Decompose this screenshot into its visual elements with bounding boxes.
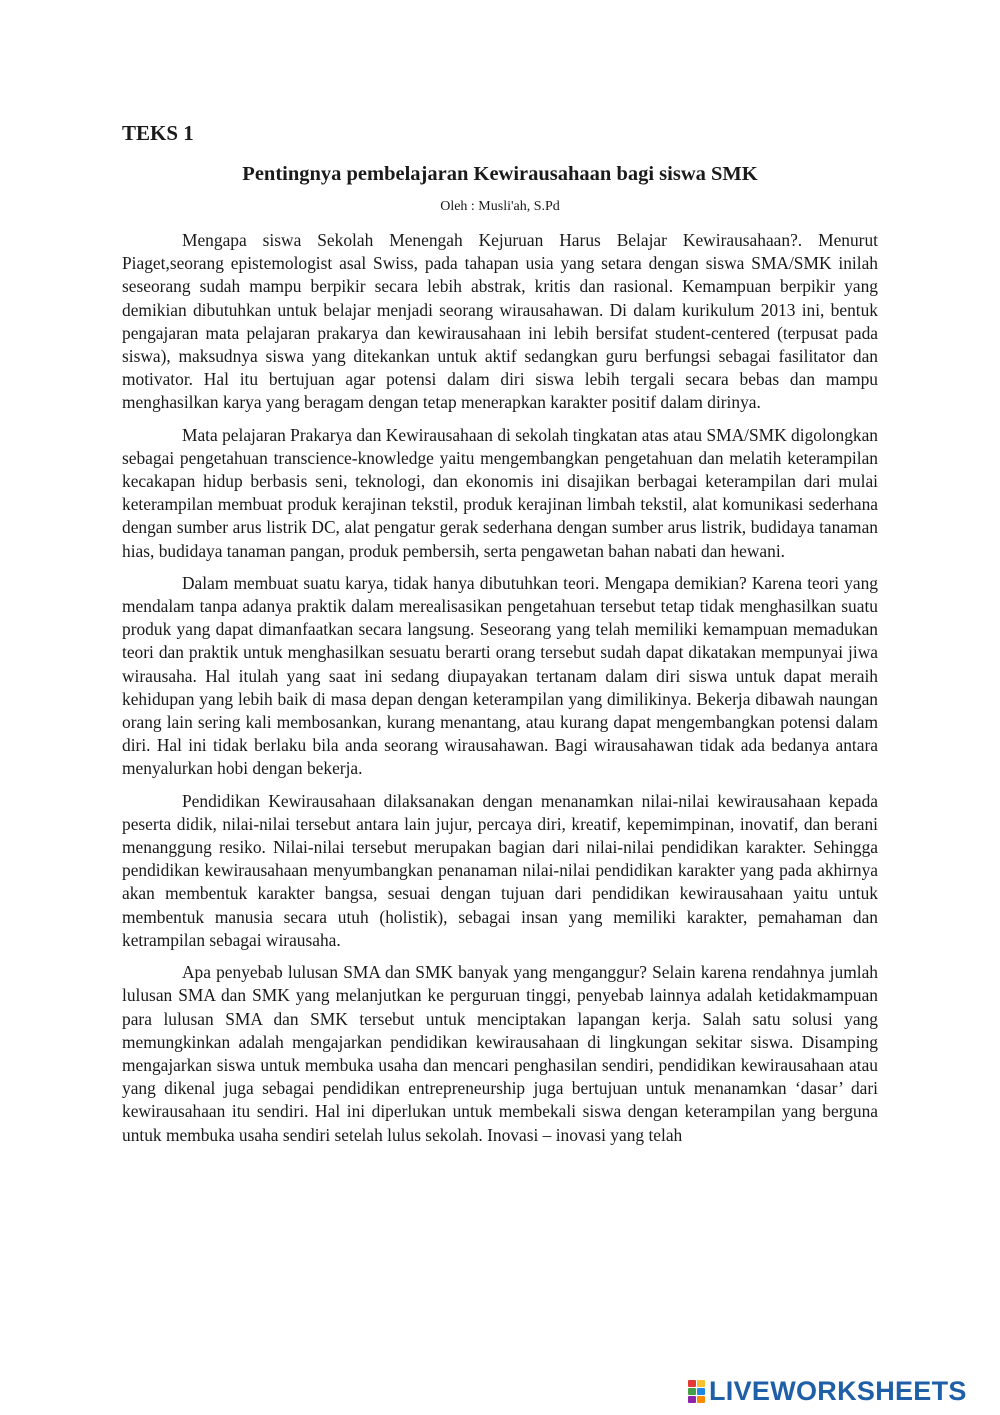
text-label: TEKS 1 bbox=[122, 121, 194, 145]
paragraph-4: Pendidikan Kewirausahaan dilaksanakan dengan menanamkan nilai-nilai kewirausahaan kepada peserta didik, nilai-nilai tersebut antara lain jujur, percaya diri, kreatif, kepemimpinan, inovatif, dan berani menanggung resiko. Nilai-nilai tersebut merupakan bagian dari nilai-nilai pendidikan karakter. Sehingga pendidikan kewirausahaan menyumbangkan penanaman nilai-nilai pendidikan karakter yang pada akhirnya akan membentuk karakter bangsa, sesuai dengan tujuan dari pendidikan kewirausahaan yaitu untuk membentuk manusia secara utuh (holistik), sebagai insan yang memiliki karakter, pemahaman dan ketrampilan sebagai wirausaha. bbox=[122, 790, 878, 950]
paragraph-5: Apa penyebab lulusan SMA dan SMK banyak yang menganggur? Selain karena rendahnya jumlah lulusan SMA dan SMK yang melanjutkan ke perguruan tinggi, penyebab lainnya adalah ketidakmampuan para lulusan SMA dan SMK tersebut untuk menciptakan lapangan kerja. Salah satu solusi yang memungkinkan adalah mengajarkan pendidikan kewirausahaan di lingkungan sekitar siswa. Disamping mengajarkan siswa untuk membuka usaha dan mencari penghasilan sendiri, pendidikan kewirausahaan atau yang dikenal juga sebagai pendidikan entrepreneurship juga bertujuan untuk menanamkan ‘dasar’ dari kewirausahaan itu sendiri. Hal ini diperlukan untuk membekali siswa dengan keterampilan yang berguna untuk membuka usaha sendiri setelah lulus sekolah. Inovasi – inovasi yang telah bbox=[122, 962, 878, 1145]
liveworksheets-logo bbox=[688, 1374, 967, 1408]
logo-text: LIVEWORKSHEETS bbox=[709, 1375, 967, 1406]
logo-block bbox=[688, 1396, 696, 1403]
logo-block bbox=[688, 1388, 696, 1395]
document-page bbox=[122, 118, 878, 1156]
liveworksheets-logo-icon bbox=[688, 1380, 705, 1403]
document-title: Pentingnya pembelajaran Kewirausahaan bagi siswa SMK bbox=[242, 163, 758, 185]
logo-block bbox=[697, 1388, 705, 1395]
logo-block bbox=[688, 1380, 696, 1387]
paragraph-2: Mata pelajaran Prakarya dan Kewirausahaan di sekolah tingkatan atas atau SMA/SMK digolongkan sebagai pengetahuan transcience-knowledge yaitu mengembangkan pengetahuan dan melatih keterampilan kecakapan hidup berbasis seni, teknologi, dan ekonomis ini disajikan berbagai keterampilan dari mulai keterampilan membuat produk kerajinan tekstil, produk kerajinan limbah tekstil, alat komunikasi sederhana dengan sumber arus listrik DC, alat pengatur gerak sederhana dengan sumber arus listrik, budidaya tanaman hias, budidaya tanaman pangan, produk pembersih, serta pengawetan bahan nabati dan hewani. bbox=[122, 424, 878, 561]
logo-block bbox=[697, 1396, 705, 1403]
logo-block bbox=[697, 1380, 705, 1387]
author-line: Oleh : Musli'ah, S.Pd bbox=[440, 199, 560, 214]
paragraph-1: Mengapa siswa Sekolah Menengah Kejuruan Harus Belajar Kewirausahaan?. Menurut Piaget,seorang epistemologist asal Swiss, pada tahapan usia yang setara dengan siswa SMA/SMK inilah seseorang sudah mampu berpikir secara lebih abstrak, kritis dan rasional. Kemampuan berpikir yang demikian dibutuhkan untuk belajar menjadi seorang wirausahawan. Di dalam kurikulum 2013 ini, bentuk pengajaran mata pelajaran prakarya dan kewirausahaan ini lebih bersifat student-centered (terpusat pada siswa), maksudnya siswa yang ditekankan untuk aktif sedangkan guru berfungsi sebagai fasilitator dan motivator. Hal itu bertujuan agar potensi dalam diri siswa lebih tergali secara bebas dan mampu menghasilkan karya yang beragam dengan tetap menerapkan karakter positif dalam dirinya. bbox=[122, 230, 878, 413]
paragraph-3: Dalam membuat suatu karya, tidak hanya dibutuhkan teori. Mengapa demikian? Karena teori yang mendalam tanpa adanya praktik dalam merealisasikan pengetahuan tersebut tetap tidak menghasilkan suatu produk yang dapat dimanfaatkan secara langsung. Seseorang yang telah memiliki kemampuan memadukan teori dan praktik untuk menghasilkan sesuatu berarti orang tersebut sudah dapat dikatakan mempunyai jiwa wirausaha. Hal itulah yang saat ini sedang diupayakan tertanam dalam diri siswa untuk dapat meraih kehidupan yang lebih baik di masa depan dengan keterampilan yang dimilikinya. Bekerja dibawah naungan orang lain sering kali membosankan, kurang menantang, atau kurang dapat mengembangkan potensi dalam diri. Hal ini tidak berlaku bila anda seorang wirausahawan. Bagi wirausahawan tidak ada bedanya antara menyalurkan hobi dengan bekerja. bbox=[122, 572, 878, 779]
